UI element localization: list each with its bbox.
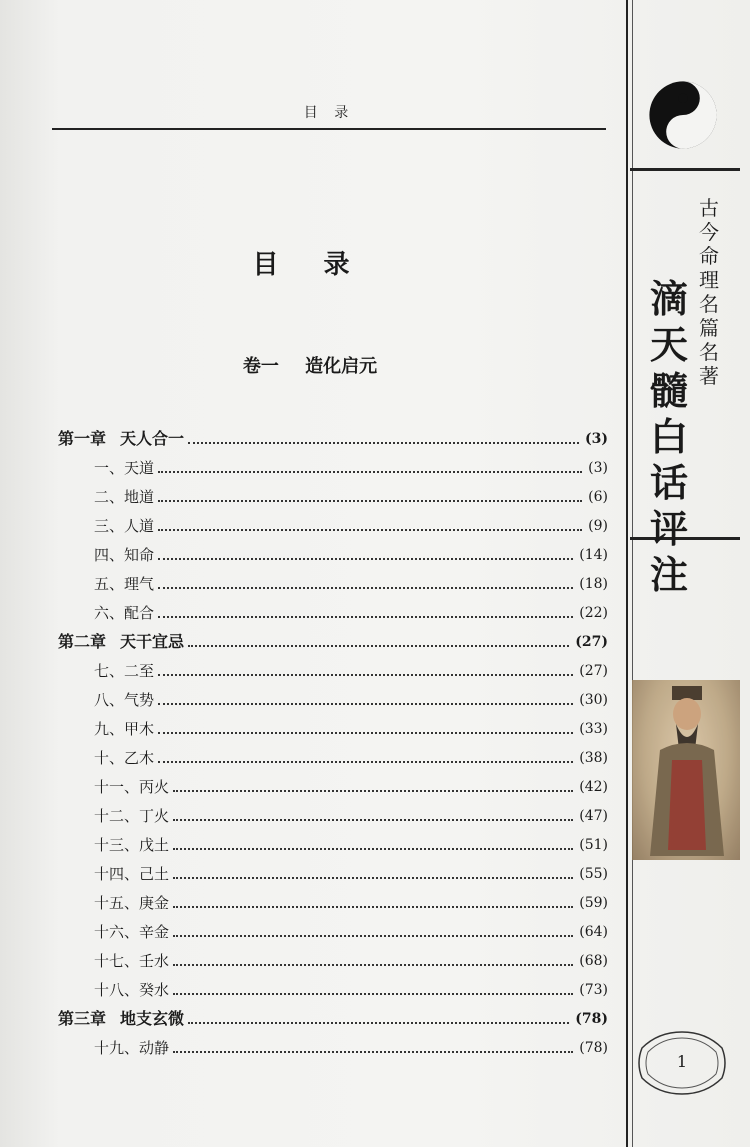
chapter-number: 第二章 bbox=[58, 632, 107, 651]
toc-section-row bbox=[58, 739, 608, 768]
toc-section-row bbox=[58, 652, 608, 681]
dot-leader bbox=[173, 1051, 573, 1053]
toc-page-number: (9) bbox=[588, 518, 608, 534]
toc-page-number: (47) bbox=[579, 808, 608, 824]
section-title: 九、甲木 bbox=[94, 720, 155, 738]
toc-page-number: (3) bbox=[588, 460, 608, 476]
toc-section-row bbox=[58, 507, 608, 536]
toc-entry-label bbox=[58, 690, 158, 710]
toc-entry-label bbox=[58, 574, 158, 594]
toc-entry-label bbox=[58, 1009, 188, 1029]
toc-page-number: (22) bbox=[579, 605, 608, 621]
chapter-title: 地支玄微 bbox=[120, 1009, 185, 1028]
section-title: 十八、癸水 bbox=[94, 981, 170, 999]
toc-section-row bbox=[58, 478, 608, 507]
toc-page-number: (27) bbox=[579, 663, 608, 679]
section-title: 八、气势 bbox=[94, 691, 155, 709]
section-title: 十一、丙火 bbox=[94, 778, 170, 796]
dot-leader bbox=[188, 645, 569, 647]
chapter-number: 第三章 bbox=[58, 1009, 107, 1028]
toc-page-number: (59) bbox=[579, 895, 608, 911]
toc-entry-label bbox=[58, 545, 158, 565]
section-title: 五、理气 bbox=[94, 575, 155, 593]
chapter-title: 天人合一 bbox=[120, 429, 185, 448]
section-title: 四、知命 bbox=[94, 546, 155, 564]
toc-entry-label bbox=[58, 806, 173, 826]
volume-label: 卷一 bbox=[242, 356, 279, 377]
section-title: 十五、庚金 bbox=[94, 894, 170, 912]
dot-leader bbox=[158, 674, 573, 676]
chapter-number: 第一章 bbox=[58, 429, 107, 448]
toc-entry-label bbox=[58, 835, 173, 855]
dot-leader bbox=[188, 442, 579, 444]
toc-section-row bbox=[58, 797, 608, 826]
section-title: 一、天道 bbox=[94, 459, 155, 477]
section-title: 二、地道 bbox=[94, 488, 155, 506]
toc-entry-label bbox=[58, 487, 158, 507]
toc-section-row bbox=[58, 710, 608, 739]
yin-yang-icon bbox=[648, 80, 718, 150]
section-title: 十九、动静 bbox=[94, 1039, 170, 1057]
dot-leader bbox=[173, 964, 573, 966]
section-title: 七、二至 bbox=[94, 662, 155, 680]
running-head bbox=[52, 100, 606, 130]
toc-chapter-row bbox=[58, 1000, 608, 1029]
section-title: 十四、己土 bbox=[94, 865, 170, 883]
toc-page-number: (51) bbox=[579, 837, 608, 853]
toc-entry-label bbox=[58, 458, 158, 478]
toc-page-number: (73) bbox=[579, 982, 608, 998]
toc-page-number: (14) bbox=[579, 547, 608, 563]
toc-section-row bbox=[58, 884, 608, 913]
dot-leader bbox=[173, 790, 573, 792]
toc-section-row bbox=[58, 855, 608, 884]
toc-page-number: (27) bbox=[575, 634, 608, 650]
toc-entry-label bbox=[58, 603, 158, 623]
toc-page-number: (64) bbox=[579, 924, 608, 940]
toc-page-number: (55) bbox=[579, 866, 608, 882]
book-title: 滴天髓白话评注 bbox=[649, 276, 688, 597]
toc-section-row bbox=[58, 1029, 608, 1058]
section-title: 三、人道 bbox=[94, 517, 155, 535]
dot-leader bbox=[173, 848, 573, 850]
toc-page-number: (78) bbox=[575, 1011, 608, 1027]
dot-leader bbox=[173, 906, 573, 908]
dot-leader bbox=[173, 877, 573, 879]
toc-entry-label bbox=[58, 661, 158, 681]
toc-entry-label bbox=[58, 893, 173, 913]
dot-leader bbox=[188, 1022, 569, 1024]
toc-page-number: (78) bbox=[579, 1040, 608, 1056]
toc-section-row bbox=[58, 971, 608, 1000]
volume-title bbox=[0, 352, 620, 378]
dot-leader bbox=[158, 587, 573, 589]
dot-leader bbox=[173, 935, 573, 937]
section-title: 十、乙木 bbox=[94, 749, 155, 767]
toc-page-number: (68) bbox=[579, 953, 608, 969]
toc-entry-label bbox=[58, 777, 173, 797]
toc-entry-label bbox=[58, 516, 158, 536]
toc-entry-label bbox=[58, 748, 158, 768]
dot-leader bbox=[173, 819, 573, 821]
section-title: 十七、壬水 bbox=[94, 952, 170, 970]
toc-page-number: (38) bbox=[579, 750, 608, 766]
toc-entry-label bbox=[58, 951, 173, 971]
dot-leader bbox=[158, 761, 573, 763]
toc-entry-label bbox=[58, 1038, 173, 1058]
dot-leader bbox=[158, 703, 573, 705]
toc-page-number: (30) bbox=[579, 692, 608, 708]
toc-section-row bbox=[58, 913, 608, 942]
toc-page-number: (18) bbox=[579, 576, 608, 592]
dot-leader bbox=[158, 500, 582, 502]
dot-leader bbox=[173, 993, 573, 995]
toc-page-number: (3) bbox=[585, 431, 608, 447]
section-title: 十二、丁火 bbox=[94, 807, 170, 825]
dot-leader bbox=[158, 616, 573, 618]
toc-list bbox=[58, 420, 608, 1058]
scholar-portrait-icon bbox=[632, 680, 740, 860]
toc-section-row bbox=[58, 942, 608, 971]
toc-entry-label bbox=[58, 864, 173, 884]
volume-name: 造化启元 bbox=[305, 356, 378, 377]
section-title: 六、配合 bbox=[94, 604, 155, 622]
toc-entry-label bbox=[58, 429, 188, 449]
dot-leader bbox=[158, 471, 582, 473]
toc-entry-label bbox=[58, 719, 158, 739]
section-title: 十三、戊土 bbox=[94, 836, 170, 854]
toc-entry-label bbox=[58, 980, 173, 1000]
toc-entry-label bbox=[58, 632, 188, 652]
running-head-text: 目 录 bbox=[303, 105, 355, 121]
toc-chapter-row bbox=[58, 623, 608, 652]
toc-section-row bbox=[58, 449, 608, 478]
dot-leader bbox=[158, 732, 573, 734]
dot-leader bbox=[158, 558, 573, 560]
toc-title: 目 录 bbox=[252, 250, 368, 280]
chapter-title: 天干宜忌 bbox=[120, 632, 185, 651]
dot-leader bbox=[158, 529, 582, 531]
toc-chapter-row bbox=[58, 420, 608, 449]
section-title: 十六、辛金 bbox=[94, 923, 170, 941]
toc-page-number: (33) bbox=[579, 721, 608, 737]
series-title: 古今命理名篇名著 bbox=[699, 196, 719, 388]
toc-section-row bbox=[58, 681, 608, 710]
toc-section-row bbox=[58, 565, 608, 594]
page-number: 1 bbox=[676, 1052, 688, 1071]
toc-section-row bbox=[58, 826, 608, 855]
toc-page-number: (42) bbox=[579, 779, 608, 795]
toc-section-row bbox=[58, 768, 608, 797]
toc-section-row bbox=[58, 594, 608, 623]
toc-section-row bbox=[58, 536, 608, 565]
toc-entry-label bbox=[58, 922, 173, 942]
toc-page-number: (6) bbox=[588, 489, 608, 505]
